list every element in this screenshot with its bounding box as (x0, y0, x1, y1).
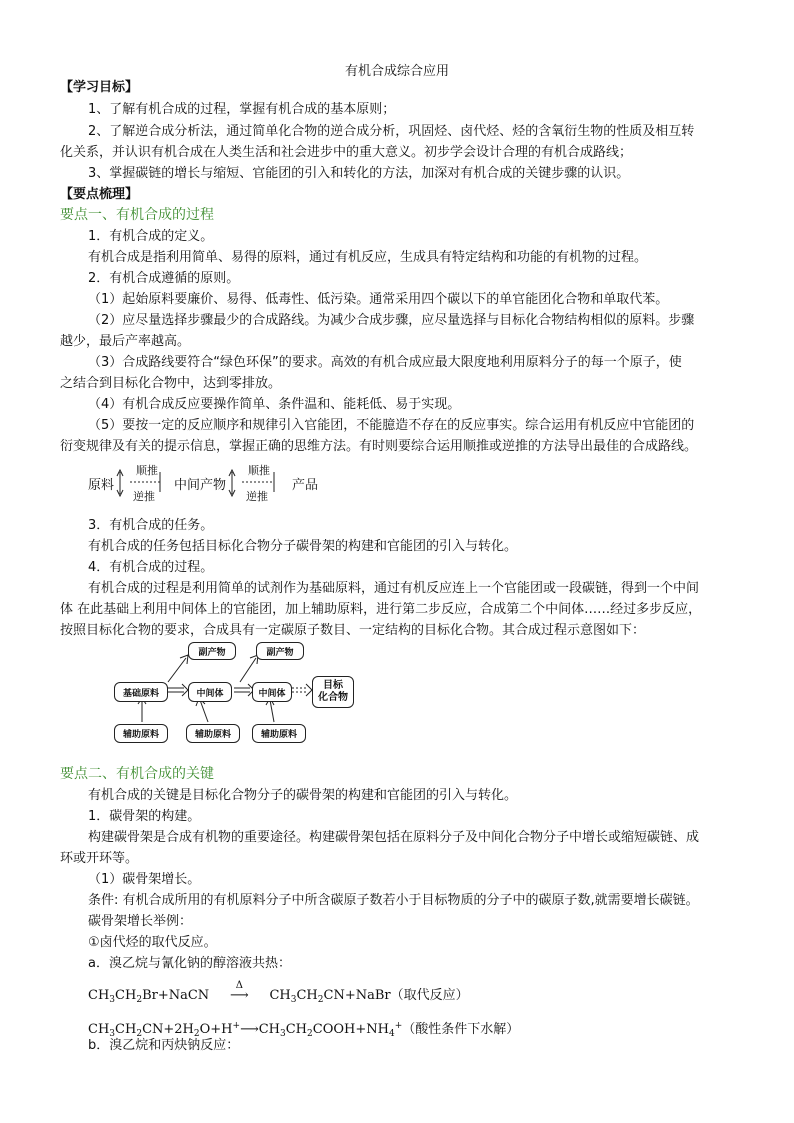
equation-condition: Δ (235, 980, 243, 991)
points-heading: 【要点梳理】 (60, 187, 139, 202)
equation-note: （酸性条件下水解） (402, 1022, 520, 1037)
paragraph-line: 有机合成的任务包括目标化合物分子碳骨架的构建和官能团的引入与转化。 (88, 539, 518, 554)
paragraph-line: （1）起始原料要廉价、易得、低毒性、低污染。通常采用四个碳以下的单官能团化合物和单取代苯。 (88, 292, 669, 307)
section-heading: 要点二、有机合成的关键 (60, 766, 214, 782)
schema-forward-label: 顺推 (248, 464, 270, 477)
paragraph-line: 之结合到目标化合物中，达到零排放。 (60, 376, 282, 391)
paragraph-line: （1）碳骨架增长。 (88, 872, 201, 887)
paragraph-line: ①卤代烃的取代反应。 (88, 935, 217, 950)
paragraph-line: （5）要按一定的反应顺序和规律引入官能团，不能臆造不存在的反应事实。综合运用有机反应中官能团的 (88, 418, 695, 433)
paragraph-line: 越少，最后产率越高。 (60, 334, 191, 349)
paragraph-line: 碳骨架增长举例： (88, 914, 193, 929)
goal-heading: 【学习目标】 (60, 80, 139, 95)
paragraph-line: 按照目标化合物的要求，合成具有一定碳原子数目、一定结构的目标化合物。其合成过程示意图如下： (60, 623, 646, 638)
flow-byproduct-1: 副产物 (188, 642, 236, 660)
paragraph-line: 体 在此基础上利用中间体上的官能团，加上辅助原料，进行第二步反应，合成第二个中间体……经过多步反应， (60, 602, 702, 617)
paragraph-line: 衍变规律及有关的提示信息，掌握正确的思维方法。有时则要综合运用顺推或逆推的方法导出最佳的合成路线。 (60, 439, 698, 454)
paragraph-line: a．溴乙烷与氰化钠的醇溶液共热： (88, 956, 291, 971)
page-title: 有机合成综合应用 (344, 64, 449, 79)
schema-forward-label: 顺推 (136, 464, 158, 477)
paragraph-line: 环或开环等。 (60, 851, 139, 866)
flow-target-line1: 目标 (323, 680, 343, 691)
paragraph-line: （3）合成路线要符合“绿色环保”的要求。高效的有机合成应最大限度地利用原料分子的每一个原子，使 (88, 355, 682, 370)
flow-mid2-box: 中间体 (252, 682, 292, 702)
goal-line: 化关系，并认识有机合成在人类生活和社会进步中的重大意义。初步学会设计合理的有机合成路线； (60, 145, 633, 160)
flow-aux-3: 辅助原料 (252, 724, 306, 743)
flow-base-box: 基础原料 (114, 682, 168, 702)
flow-mid1-box: 中间体 (188, 682, 232, 702)
equation-2: $CH_3CH_2CN+2H_2O+H^+⟶CH_3CH_2COOH+NH_4^+$（酸性条件下水解） (88, 1021, 520, 1039)
flow-byproduct-2: 副产物 (256, 642, 304, 660)
paragraph-line: （4）有机合成反应要操作简单、条件温和、能耗低、易于实现。 (88, 397, 461, 412)
schema-raw: 原料 (88, 478, 115, 493)
goal-line: 1、了解有机合成的过程，掌握有机合成的基本原则； (88, 102, 396, 117)
section-heading: 要点一、有机合成的过程 (60, 207, 214, 223)
equation-1: $CH_3CH_2Br+NaCN$ Δ ⟶ $CH_3CH_2CN+NaBr$（取代反应） (88, 986, 743, 1010)
flow-target-line2: 化合物 (318, 692, 348, 703)
schema-arrows-1 (116, 464, 166, 504)
paragraph-line: 构建碳骨架是合成有机物的重要途径。构建碳骨架包括在原料分子及中间化合物分子中增长或缩短碳链、成 (88, 830, 700, 845)
paragraph-line: 条件: 有机合成所用的有机原料分子中所含碳原子数若小于目标物质的分子中的碳原子数,就需要增长碳链。 (88, 893, 699, 908)
paragraph-line: 有机合成的关键是目标化合物分子的碳骨架的构建和官能团的引入与转化。 (88, 788, 518, 803)
paragraph-line: （2）应尽量选择步骤最少的合成路线。为减少合成步骤，应尽量选择与目标化合物结构相似的原料。步骤 (88, 313, 695, 328)
flow-aux-2: 辅助原料 (186, 724, 240, 743)
equation-note: （取代反应） (390, 988, 469, 1003)
paragraph-line: 4．有机合成的过程。 (88, 560, 214, 575)
paragraph-line: b．溴乙烷和丙炔钠反应： (88, 1038, 240, 1053)
paragraph-line: 2．有机合成遵循的原则。 (88, 271, 240, 286)
flow-aux-1: 辅助原料 (114, 724, 168, 743)
schema-backward-label: 逆推 (246, 490, 268, 503)
paragraph-line: 1．碳骨架的构建。 (88, 809, 201, 824)
goal-line: 3、掌握碳链的增长与缩短、官能团的引入和转化的方法，加深对有机合成的关键步骤的认识。 (88, 166, 630, 181)
goal-line: 2、了解逆合成分析法，通过简单化合物的逆合成分析，巩固烃、卤代烃、烃的含氧衍生物的性质及相互转 (88, 124, 695, 139)
paragraph-line: 3．有机合成的任务。 (88, 518, 214, 533)
flow-target-box (312, 676, 354, 708)
paragraph-line: 有机合成的过程是利用简单的试剂作为基础原料，通过有机反应连上一个官能团或一段碳链，得到一个中间 (88, 581, 700, 596)
schema-mid: 中间产物 (174, 478, 227, 493)
schema-arrows-2 (228, 464, 280, 504)
schema-product: 产品 (292, 478, 319, 493)
schema-backward-label: 逆推 (133, 490, 155, 503)
paragraph-line: 有机合成是指利用简单、易得的原料，通过有机反应，生成具有特定结构和功能的有机物的过程。 (88, 250, 648, 265)
paragraph-line: 1．有机合成的定义。 (88, 229, 214, 244)
